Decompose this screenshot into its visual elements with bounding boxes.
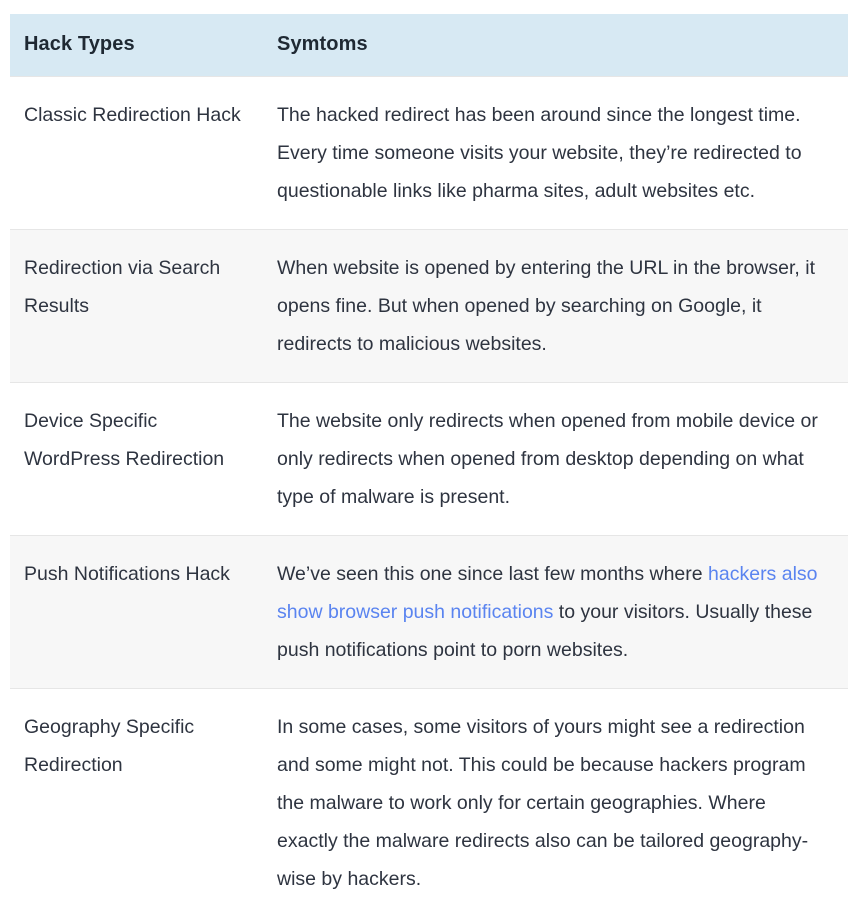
table-header	[10, 14, 848, 77]
table-body	[10, 77, 848, 918]
table-row	[10, 77, 848, 230]
symptom-text-before-link: In some cases, some visitors of yours might see a redirection and some might not. This could be because hackers program the malware to work only for certain geographies. Where exactly the malware redirects also can be tailored geography-wise by hackers.	[277, 716, 809, 890]
hack-types-table	[10, 14, 848, 917]
column-header-hack-types: Hack Types	[24, 33, 135, 55]
cell-symptom	[265, 689, 848, 918]
cell-symptom	[265, 383, 848, 536]
cell-hack-type: Device Specific WordPress Redirection	[24, 410, 225, 470]
symptom-text-before-link: We’ve seen this one since last few months where	[277, 563, 709, 585]
cell-symptom	[265, 536, 848, 689]
table-header-row	[10, 14, 848, 77]
column-header-symptoms: Symtoms	[277, 33, 368, 55]
cell-symptom	[265, 230, 848, 383]
table-row	[10, 536, 848, 689]
symptom-text-before-link: The hacked redirect has been around since the longest time. Every time someone visits your website, they’re redirected to questionable links like pharma sites, adult websites etc.	[277, 104, 802, 202]
cell-hack-type: Classic Redirection Hack	[24, 104, 241, 126]
symptom-text-before-link: When website is opened by entering the URL in the browser, it opens fine. But when opened by searching on Google, it redirects to malicious websites.	[277, 257, 815, 355]
cell-hack-type: Redirection via Search Results	[24, 257, 221, 317]
symptom-text-before-link: The website only redirects when opened from mobile device or only redirects when opened from desktop depending on what type of malware is present.	[277, 410, 818, 508]
table-row	[10, 383, 848, 536]
table-row	[10, 230, 848, 383]
table-row	[10, 689, 848, 918]
symptom-text-after-link: to your visitors. Usually these push notifications point to porn websites.	[277, 601, 813, 661]
symptom-inline-link[interactable]: hackers also show browser push notifications	[277, 563, 818, 623]
cell-symptom	[265, 77, 848, 230]
cell-hack-type: Push Notifications Hack	[24, 563, 230, 585]
cell-hack-type: Geography Specific Redirection	[24, 716, 195, 776]
